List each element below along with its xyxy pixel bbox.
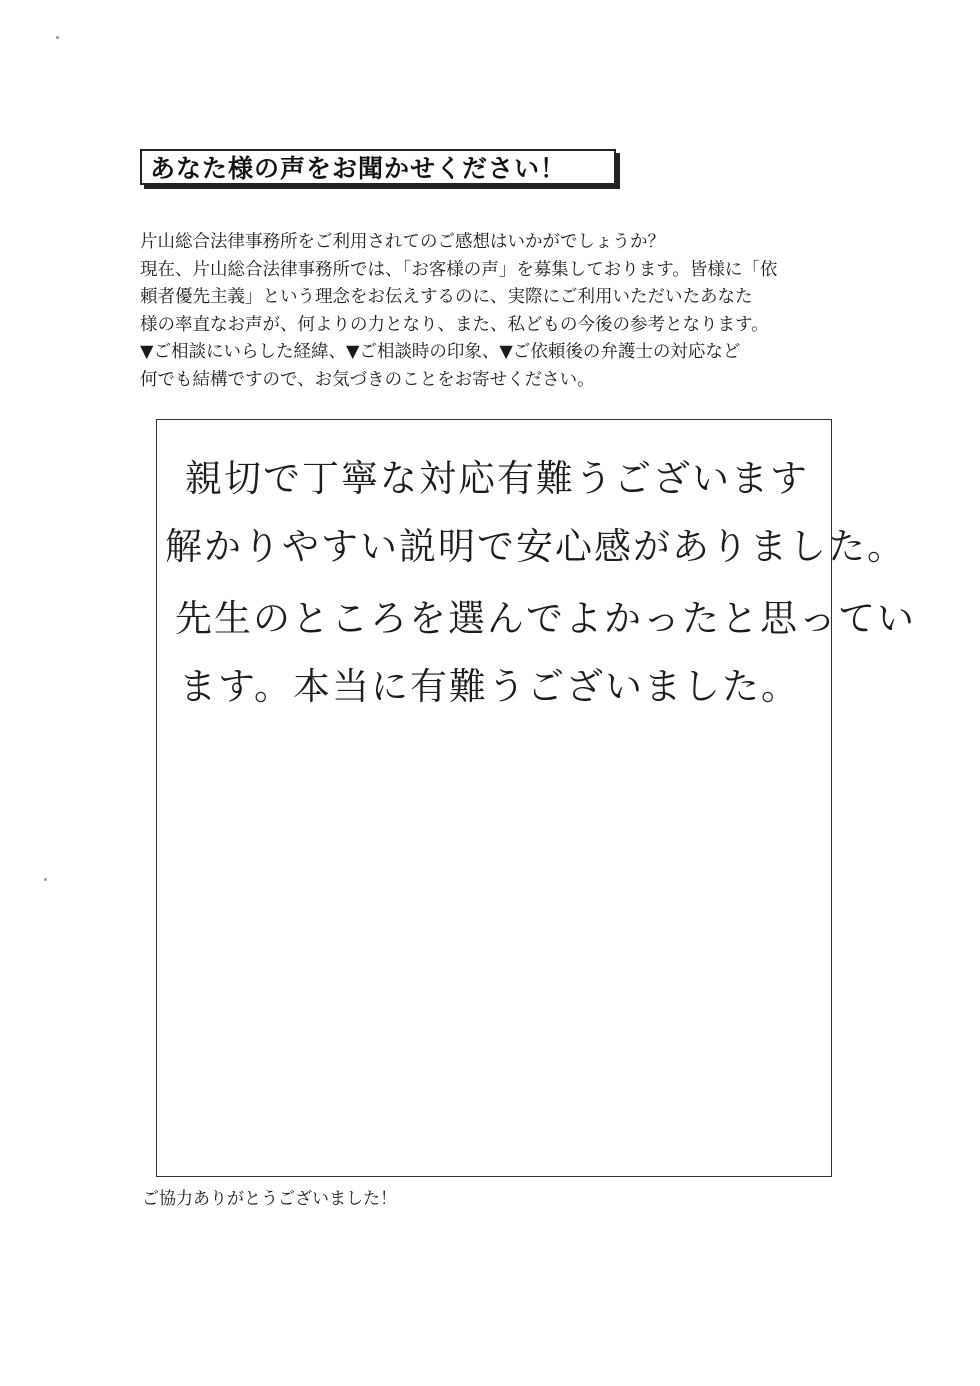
intro-line: 現在、片山総合法律事務所では、「お客様の声」を募集しております。皆様に「依: [140, 259, 778, 280]
response-box: [156, 419, 916, 1177]
intro-paragraph: [140, 229, 860, 395]
intro-line: 何でも結構ですので、お気づきのことをお寄せください。: [140, 369, 595, 390]
scan-speck: [56, 36, 59, 39]
closing-thanks: ご協力ありがとうございました！: [142, 1189, 397, 1209]
intro-line: 片山総合法律事務所をご利用されてのご感想はいかがでしょうか？: [140, 232, 665, 252]
handwritten-line: 先生のところを選んでよかったと思ってい: [175, 597, 916, 640]
intro-line: ▼ご相談にいらした経緯、▼ご相談時の印象、▼ご依頼後の弁護士の対応など: [140, 342, 741, 363]
handwritten-line: 親切で丁寧な対応有難うございます: [185, 457, 809, 500]
title-banner: [140, 149, 616, 185]
scan-speck: [44, 878, 47, 881]
intro-line: 頼者優先主義」という理念をお伝えするのに、実際にご利用いただいたあなた: [140, 287, 753, 308]
handwritten-line: 解かりやすい説明で安心感がありました。: [165, 525, 906, 568]
handwritten-line: ます。本当に有難うございました。: [179, 665, 801, 708]
page-title: あなた様の声をお聞かせください！: [150, 154, 567, 183]
intro-line: 様の率直なお声が、何よりの力となり、また、私どもの今後の参考となります。: [140, 314, 769, 335]
